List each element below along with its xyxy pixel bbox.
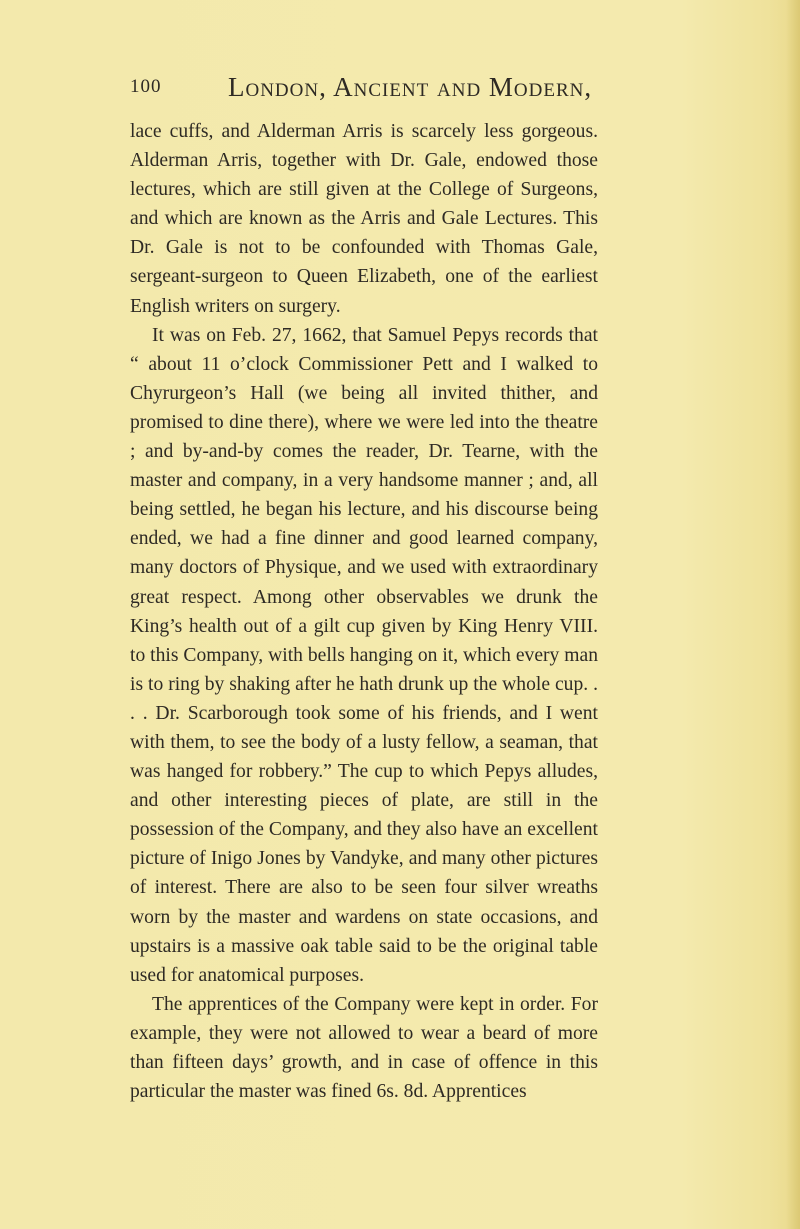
body-text (130, 117, 598, 1106)
page-number: 100 (130, 76, 162, 97)
paragraph-3: The apprentices of the Company were kept in order. For example, they were not allowed to wear a beard of more than fifteen days’ growth, and in case of offence in this particular the master was fined 6s. 8d. Apprentices (130, 993, 598, 1103)
paragraph-2: It was on Feb. 27, 1662, that Samuel Pepys records that “ about 11 o’clock Commissioner Pett and I walked to Chyrurgeon’s Hall (we being all invited thither, and promised to dine there), where we were led into the theatre ; and by-and-by comes the reader, Dr. Tearne, with the master and company, in a very handsome manner ; and, all being settled, he began his lecture, and his discourse being ended, we had a fine dinner and good learned company, many doctors of Physique, and we used with extraordinary great respect. Among other observables we drunk the King’s health out of a gilt cup given by King Henry VIII. to this Company, with bells hanging on it, which every man is to ring by shaking after he hath drunk up the whole cup. . . . Dr. Scarborough took some of his friends, and I went with them, to see the body of a lusty fellow, a seaman, that was hanged for robbery.” The cup to which Pepys alludes, and other interesting pieces of plate, are still in the possession of the Company, and they also have an excellent picture of Inigo Jones by Vandyke, and many other pictures of interest. There are also to be seen four silver wreaths worn by the master and wardens on state occasions, and upstairs is a massive oak table said to be the original table used for anatomical purposes. (130, 324, 598, 986)
running-header (130, 72, 610, 112)
running-title: London, Ancient and Modern, (228, 72, 593, 102)
paragraph-1: lace cuffs, and Alderman Arris is scarcely less gorgeous. Alderman Arris, together with Dr. Gale, endowed those lectures, which are still given at the College of Surgeons, and which are known as the Arris and Gale Lectures. This Dr. Gale is not to be confounded with Thomas Gale, sergeant-surgeon to Queen Elizabeth, one of the earliest English writers on surgery. (130, 121, 598, 317)
page-edge-shadow (786, 0, 800, 1229)
